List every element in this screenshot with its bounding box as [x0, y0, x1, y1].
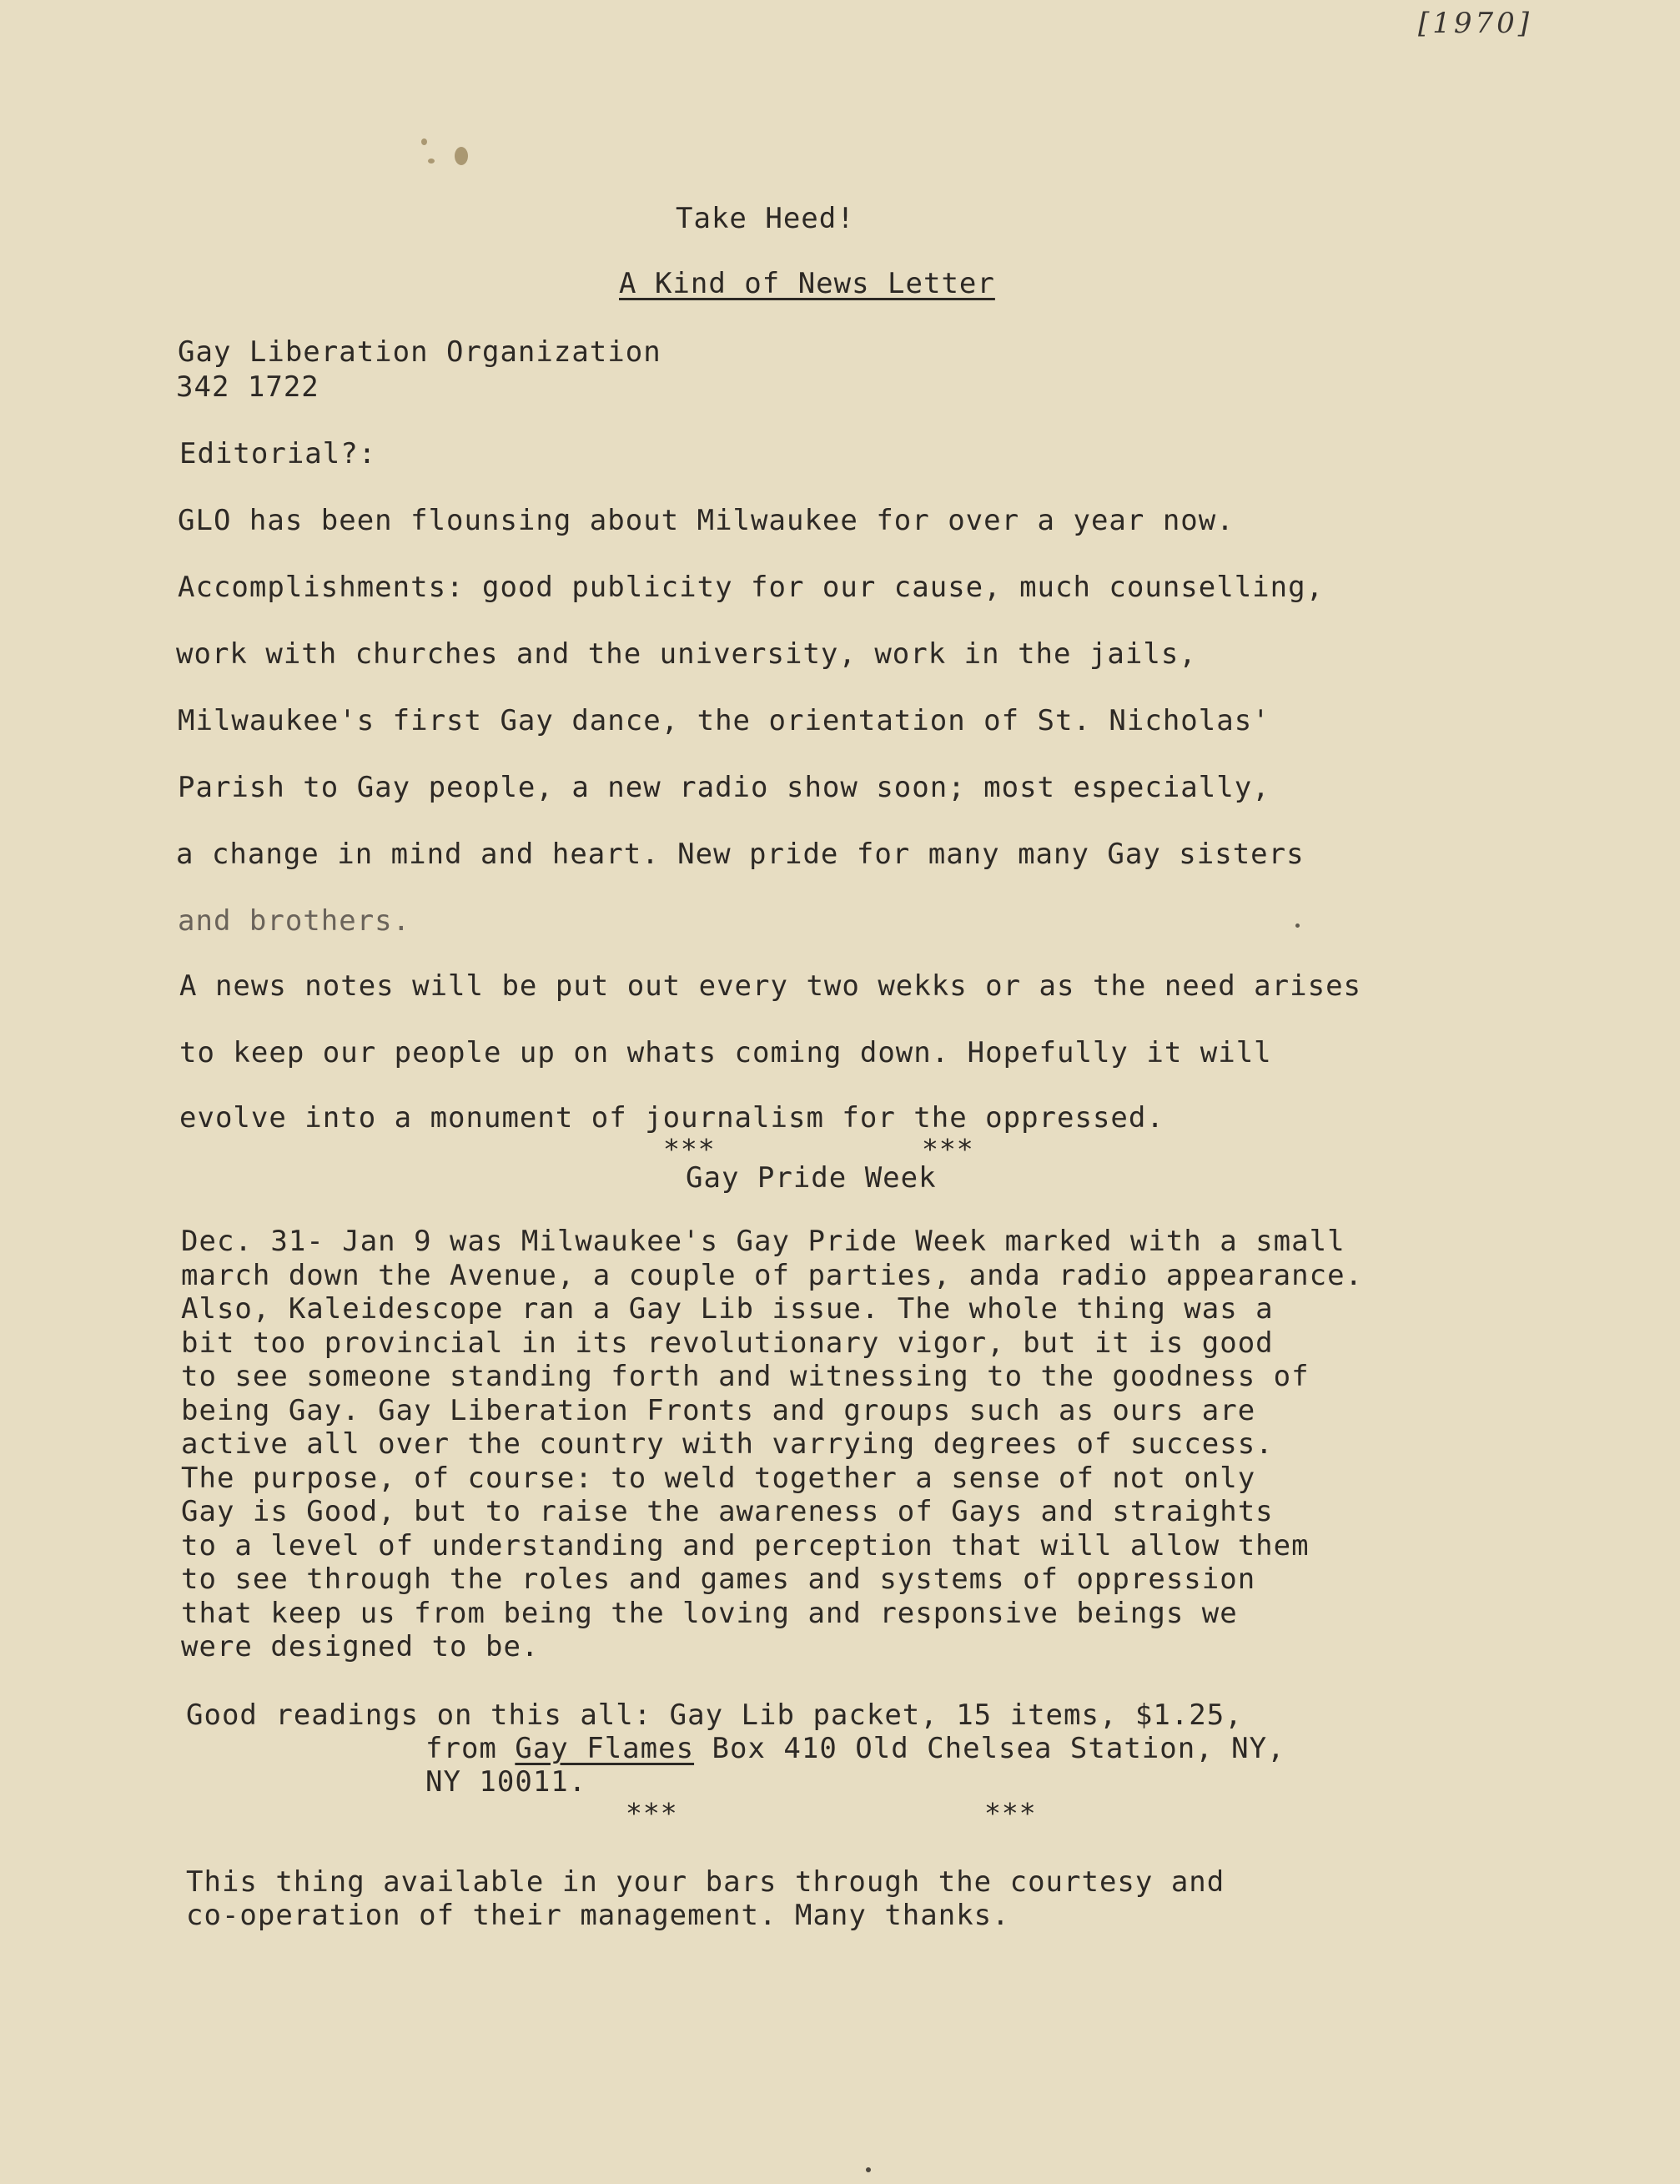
- closing-line: co-operation of their management. Many thanks.: [186, 1899, 1010, 1932]
- body-line: bit too provincial in its revolutionary vigor, but it is good: [181, 1326, 1274, 1360]
- editorial-line: a change in mind and heart. New pride for many many Gay sisters: [176, 838, 1305, 871]
- body-line: to see someone standing forth and witnessing to the goodness of: [181, 1360, 1310, 1393]
- section-separator: ***: [922, 1133, 974, 1165]
- editorial-line: and brothers.: [178, 904, 411, 938]
- closing-line: This thing available in your bars through the courtesy and: [186, 1865, 1225, 1899]
- readings-address: Box 410 Old Chelsea Station, NY,: [694, 1732, 1285, 1765]
- body-line: active all over the country with varrying degrees of success.: [181, 1427, 1274, 1461]
- newsnotes-line: A news notes will be put out every two wekks or as the need arises: [179, 969, 1362, 1003]
- stain-mark: [421, 138, 427, 145]
- organization-name: Gay Liberation Organization: [178, 335, 661, 369]
- body-line: The purpose, of course: to weld together a sense of not only: [181, 1461, 1256, 1495]
- editorial-heading: Editorial?:: [179, 437, 377, 471]
- body-line: to see through the roles and games and systems of oppression: [181, 1563, 1256, 1596]
- readings-line: [425, 1732, 1285, 1765]
- editorial-line: Milwaukee's first Gay dance, the orientation of St. Nicholas': [178, 704, 1270, 737]
- body-line: that keep us from being the loving and responsive beings we: [181, 1596, 1238, 1630]
- editorial-line: Accomplishments: good publicity for our cause, much counselling,: [178, 571, 1325, 604]
- page-subtitle: A Kind of News Letter: [619, 267, 995, 300]
- section-heading-gay-pride-week: Gay Pride Week: [686, 1161, 937, 1195]
- stain-mark: [866, 2167, 871, 2172]
- newsnotes-line: evolve into a monument of journalism for the oppressed.: [179, 1101, 1164, 1135]
- page-title: Take Heed!: [676, 202, 855, 235]
- body-line: Dec. 31- Jan 9 was Milwaukee's Gay Pride Week marked with a small: [181, 1225, 1346, 1258]
- organization-phone: 342 1722: [176, 370, 319, 404]
- publication-name: Gay Flames: [515, 1732, 695, 1765]
- body-line: to a level of understanding and perception that will allow them: [181, 1528, 1310, 1563]
- stain-mark: [428, 159, 435, 164]
- editorial-line: work with churches and the university, work in the jails,: [176, 637, 1197, 671]
- section-separator: ***: [663, 1133, 716, 1165]
- body-line: march down the Avenue, a couple of parties, anda radio appearance.: [181, 1258, 1364, 1292]
- section-separator: ***: [984, 1797, 1037, 1829]
- body-line: were designed to be.: [181, 1630, 540, 1663]
- stain-mark: [1295, 923, 1300, 928]
- section-separator: ***: [626, 1797, 678, 1829]
- newsnotes-line: to keep our people up on whats coming down. Hopefully it will: [179, 1036, 1272, 1069]
- body-line: Gay is Good, but to raise the awareness of Gays and straights: [181, 1495, 1274, 1528]
- readings-from-label: from: [425, 1732, 516, 1765]
- body-line: being Gay. Gay Liberation Fronts and groups such as ours are: [181, 1393, 1256, 1427]
- readings-line: NY 10011.: [425, 1765, 587, 1799]
- archive-date-note: [1970]: [1418, 7, 1533, 40]
- editorial-line: GLO has been flounsing about Milwaukee for over a year now.: [178, 504, 1235, 537]
- stain-mark: [455, 147, 468, 165]
- readings-line: Good readings on this all: Gay Lib packet, 15 items, $1.25,: [186, 1698, 1243, 1732]
- gay-pride-week-body: [181, 1225, 1516, 1664]
- body-line: Also, Kaleidescope ran a Gay Lib issue. The whole thing was a: [181, 1292, 1274, 1326]
- editorial-line: Parish to Gay people, a new radio show soon; most especially,: [178, 771, 1270, 804]
